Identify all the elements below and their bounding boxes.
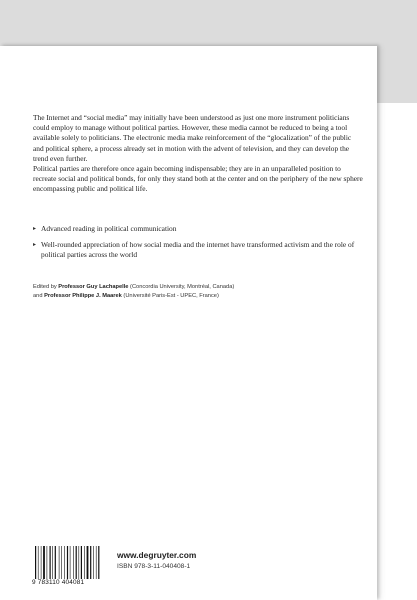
editor-2-affiliation: (Université Paris-Est - UPEC, France): [121, 293, 219, 299]
publisher-website: www.degruyter.com: [117, 550, 197, 560]
editor-1-name: Professor Guy Lachapelle: [58, 284, 129, 290]
barcode-bar: [55, 546, 56, 579]
barcode-digits: 9 783110 404081: [32, 579, 85, 586]
barcode-bar: [76, 546, 77, 579]
isbn-barcode: [34, 546, 100, 588]
barcode-bar: [70, 546, 71, 579]
barcode-bar: [43, 546, 45, 579]
barcode-bar: [96, 546, 97, 579]
barcode-bar: [50, 546, 51, 579]
editor-line-2: [33, 292, 363, 301]
barcode-bars: [34, 546, 100, 579]
barcode-bar: [67, 546, 68, 579]
barcode-bar: [38, 546, 39, 579]
description-paragraph-2: Political parties are therefore once again becoming indispensable; they are in an unparalleled position to recreate social and political bonds, for only they stand both at the center and on the periphery of the new sphere encompassing public and political life.: [33, 164, 363, 194]
isbn-number: ISBN 978-3-11-040408-1: [117, 563, 191, 570]
highlight-item: [33, 224, 363, 234]
barcode-bar: [93, 546, 94, 579]
highlight-item: [33, 240, 363, 260]
triangle-right-icon: ▸: [33, 242, 37, 249]
barcode-bar: [59, 546, 60, 579]
barcode-bar: [52, 546, 53, 579]
highlights-list: [33, 224, 363, 267]
barcode-bar: [98, 546, 99, 579]
description-paragraph-1: The Internet and “social media” may initially have been understood as just one more instrument politicians could employ to manage without political parties. However, these media cannot be reduced to being a tool available solely to politicians. The electronic media make reinforcement of the “glocalization” of the public and political sphere, a process already set in motion with the advent of television, and they can develop the trend even further.: [33, 113, 352, 163]
barcode-bar: [73, 546, 74, 579]
barcode-bar: [41, 546, 42, 579]
barcode-bar: [64, 546, 65, 579]
and-label: and: [33, 293, 45, 299]
barcode-bar: [84, 546, 85, 579]
book-description: [33, 113, 363, 195]
barcode-bar: [81, 546, 82, 579]
highlight-text: Well-rounded appreciation of how social media and the internet have transformed activism and the role of political parties across the world: [41, 240, 355, 260]
barcode-bar: [87, 546, 89, 579]
barcode-bar: [47, 546, 48, 579]
barcode-bar: [35, 546, 36, 579]
barcode-graphic: [34, 546, 100, 579]
editors-credit: [33, 283, 363, 301]
barcode-bar: [90, 546, 91, 579]
editor-2-name: Professor Philippe J. Maarek: [44, 293, 122, 299]
edited-by-label: Edited by: [33, 284, 59, 290]
highlight-text: Advanced reading in political communication: [41, 224, 177, 233]
editor-line-1: [33, 283, 363, 292]
triangle-right-icon: ▸: [33, 226, 37, 232]
barcode-bar: [61, 546, 62, 579]
editor-1-affiliation: (Concordia University, Montréal, Canada): [128, 284, 235, 290]
barcode-bar: [79, 546, 80, 579]
